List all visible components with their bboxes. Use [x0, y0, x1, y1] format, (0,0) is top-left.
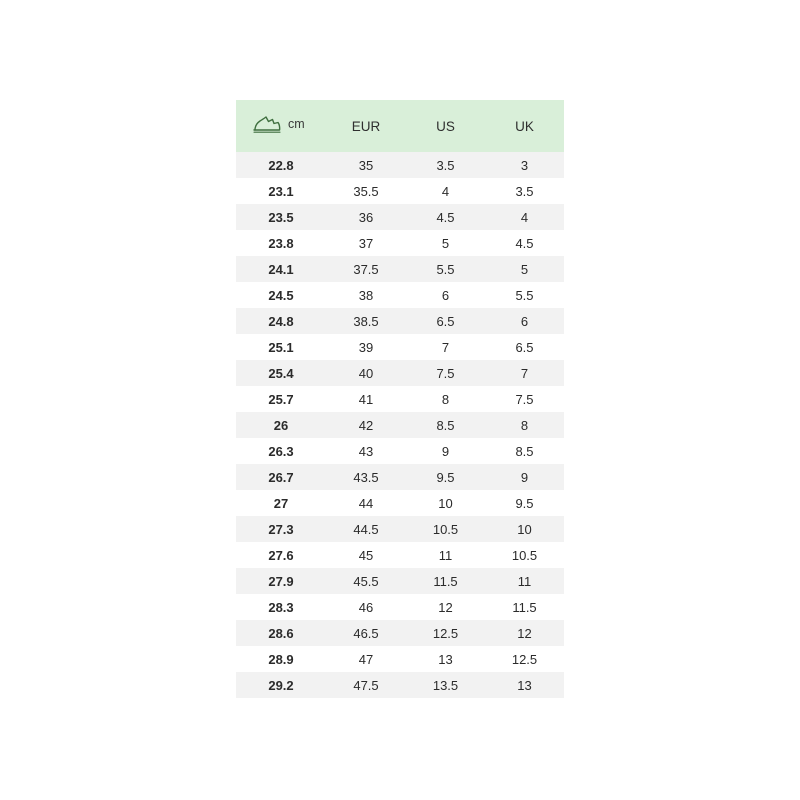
table-row: [236, 204, 564, 230]
cell-us: 4: [406, 178, 485, 204]
cell-us: 13: [406, 646, 485, 672]
table-row: [236, 360, 564, 386]
cell-us: 10: [406, 490, 485, 516]
cell-cm: 24.8: [236, 308, 326, 334]
cell-eur: 40: [326, 360, 406, 386]
cell-cm: 27.3: [236, 516, 326, 542]
cell-uk: 9: [485, 464, 564, 490]
table-row: [236, 594, 564, 620]
cell-us: 8: [406, 386, 485, 412]
cell-uk: 8: [485, 412, 564, 438]
cell-cm: 26.7: [236, 464, 326, 490]
cell-us: 7.5: [406, 360, 485, 386]
cell-uk: 8.5: [485, 438, 564, 464]
table-row: [236, 282, 564, 308]
shoe-size-chart-table: [236, 100, 564, 698]
cell-uk: 4: [485, 204, 564, 230]
cell-eur: 46: [326, 594, 406, 620]
cell-uk: 13: [485, 672, 564, 698]
header-cell-uk: UK: [485, 100, 564, 152]
cell-us: 6.5: [406, 308, 485, 334]
cell-cm: 28.6: [236, 620, 326, 646]
table-row: [236, 438, 564, 464]
cell-us: 4.5: [406, 204, 485, 230]
cell-eur: 43: [326, 438, 406, 464]
cell-uk: 12.5: [485, 646, 564, 672]
cell-us: 10.5: [406, 516, 485, 542]
cell-cm: 23.8: [236, 230, 326, 256]
cell-us: 6: [406, 282, 485, 308]
cell-uk: 4.5: [485, 230, 564, 256]
cell-eur: 43.5: [326, 464, 406, 490]
table-row: [236, 490, 564, 516]
cell-eur: 45: [326, 542, 406, 568]
cell-uk: 9.5: [485, 490, 564, 516]
cell-eur: 39: [326, 334, 406, 360]
cell-eur: 38.5: [326, 308, 406, 334]
cell-eur: 35.5: [326, 178, 406, 204]
cell-eur: 38: [326, 282, 406, 308]
cell-us: 5: [406, 230, 485, 256]
cell-uk: 7: [485, 360, 564, 386]
cell-uk: 10: [485, 516, 564, 542]
cell-us: 11.5: [406, 568, 485, 594]
cell-cm: 23.1: [236, 178, 326, 204]
table-row: [236, 516, 564, 542]
cell-us: 8.5: [406, 412, 485, 438]
cell-us: 9.5: [406, 464, 485, 490]
table-row: [236, 568, 564, 594]
cell-cm: 24.1: [236, 256, 326, 282]
table-row: [236, 178, 564, 204]
cell-us: 7: [406, 334, 485, 360]
cell-eur: 36: [326, 204, 406, 230]
table-header-row: [236, 100, 564, 152]
cell-eur: 37: [326, 230, 406, 256]
cell-uk: 3: [485, 152, 564, 178]
cell-eur: 42: [326, 412, 406, 438]
cell-us: 13.5: [406, 672, 485, 698]
cell-cm: 26: [236, 412, 326, 438]
cell-us: 9: [406, 438, 485, 464]
cell-uk: 3.5: [485, 178, 564, 204]
cell-uk: 12: [485, 620, 564, 646]
cell-cm: 27.9: [236, 568, 326, 594]
cell-eur: 37.5: [326, 256, 406, 282]
cell-eur: 44.5: [326, 516, 406, 542]
table-body: [236, 152, 564, 698]
cell-uk: 11.5: [485, 594, 564, 620]
cell-eur: 41: [326, 386, 406, 412]
cell-uk: 5: [485, 256, 564, 282]
cell-cm: 27.6: [236, 542, 326, 568]
cell-cm: 25.4: [236, 360, 326, 386]
cell-us: 11: [406, 542, 485, 568]
shoe-icon: [252, 115, 282, 133]
cell-uk: 6.5: [485, 334, 564, 360]
cell-eur: 35: [326, 152, 406, 178]
cell-cm: 27: [236, 490, 326, 516]
header-cell-us: US: [406, 100, 485, 152]
table-row: [236, 386, 564, 412]
cell-eur: 44: [326, 490, 406, 516]
table-row: [236, 542, 564, 568]
cell-uk: 6: [485, 308, 564, 334]
cell-eur: 47: [326, 646, 406, 672]
cell-us: 3.5: [406, 152, 485, 178]
cell-uk: 5.5: [485, 282, 564, 308]
cell-uk: 10.5: [485, 542, 564, 568]
cell-cm: 23.5: [236, 204, 326, 230]
table-row: [236, 646, 564, 672]
header-cell-eur: EUR: [326, 100, 406, 152]
cell-eur: 45.5: [326, 568, 406, 594]
table-row: [236, 464, 564, 490]
cell-uk: 11: [485, 568, 564, 594]
cell-eur: 46.5: [326, 620, 406, 646]
table-row: [236, 230, 564, 256]
table-row: [236, 412, 564, 438]
cell-cm: 29.2: [236, 672, 326, 698]
cell-eur: 47.5: [326, 672, 406, 698]
header-cell-cm: [236, 100, 326, 152]
table-row: [236, 620, 564, 646]
cell-cm: 28.3: [236, 594, 326, 620]
table-row: [236, 308, 564, 334]
table-row: [236, 152, 564, 178]
cell-us: 12: [406, 594, 485, 620]
table-header: [236, 100, 564, 152]
cell-cm: 25.7: [236, 386, 326, 412]
cell-uk: 7.5: [485, 386, 564, 412]
cell-us: 5.5: [406, 256, 485, 282]
cell-cm: 22.8: [236, 152, 326, 178]
table-row: [236, 672, 564, 698]
unit-label: cm: [288, 116, 305, 131]
cell-cm: 28.9: [236, 646, 326, 672]
table-row: [236, 334, 564, 360]
table-row: [236, 256, 564, 282]
cell-us: 12.5: [406, 620, 485, 646]
cell-cm: 26.3: [236, 438, 326, 464]
cell-cm: 24.5: [236, 282, 326, 308]
cell-cm: 25.1: [236, 334, 326, 360]
